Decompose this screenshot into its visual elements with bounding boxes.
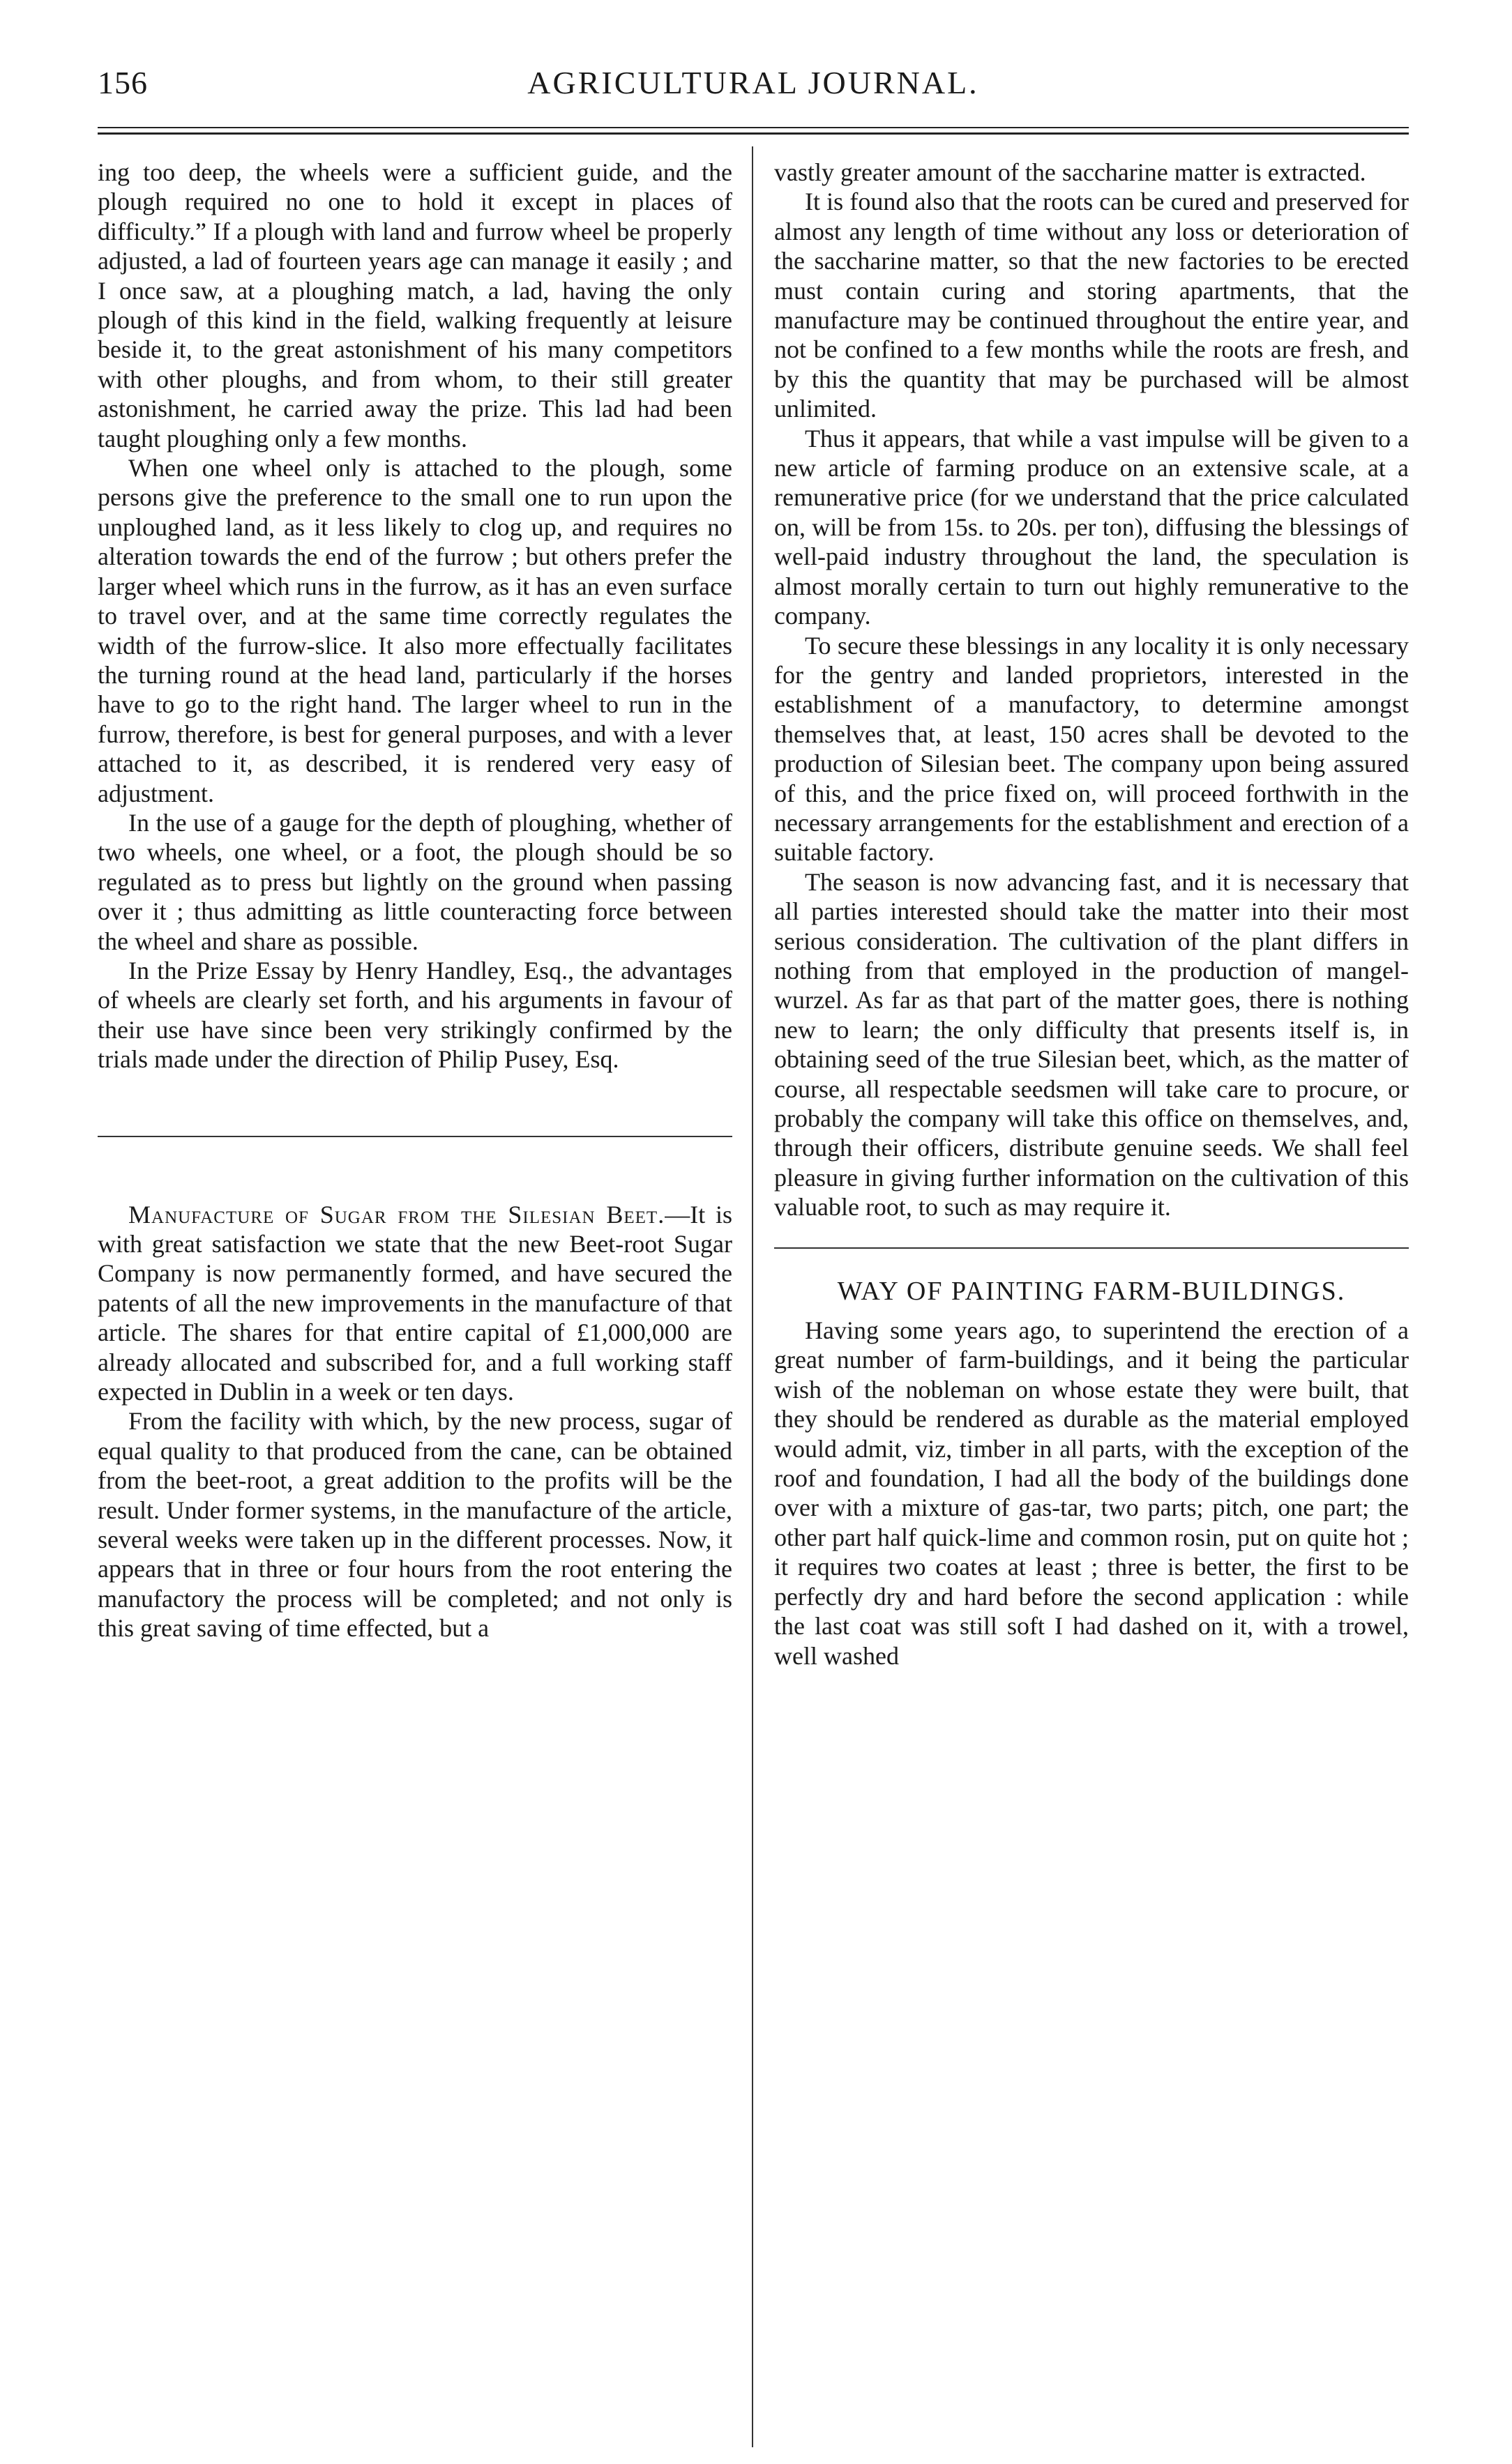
paragraph-sugar-intro	[98, 1200, 732, 1407]
left-column	[98, 158, 732, 1643]
paragraph-secure-blessings: To secure these blessings in any locality it is only necessary for the gentry and landed proprietors, interested in the establishment of a manufactory, to determine amongst themselves that, at least, 150 acres shall be devoted to the production of Silesian beet. The company upon being assured of this, and the price fixed on, will proceed forthwith in the necessary arrangements for the establishment and erection of a suitable factory.	[774, 631, 1409, 867]
paragraph-one-wheel: When one wheel only is attached to the plough, some persons give the preference to the small one to run upon the unploughed land, as it less likely to clog up, and requires no alteration towards the end of the furrow ; but others prefer the larger wheel which runs in the furrow, as it has an even surface to travel over, and at the same time correctly regulates the width of the furrow-slice. It also more effectually facilitates the turning round at the head land, particularly if the horses have to go to the right hand. The larger wheel to run in the furrow, therefore, is best for general purposes, and with a lever attached to it, as described, it is rendered very easy of adjustment.	[98, 454, 732, 807]
paragraph-ploughing-continued: ing too deep, the wheels were a sufficient guide, and the plough required no one to hold it except in places of difficulty.” If a plough with land and furrow wheel be properly adjusted, a lad of fourteen years age can manage it easily ; and I once saw, at a ploughing match, a lad, having the only plough of this kind in the field, walking frequently at leisure beside it, to the great astonishment of his many competitors with other ploughs, and from whom, to their still greater astonishment, he carried away the prize. This lad had been taught ploughing only a few months.	[98, 158, 732, 453]
journal-title: AGRICULTURAL JOURNAL.	[527, 65, 979, 100]
section-divider-right	[774, 1247, 1409, 1249]
paragraph-season: The season is now advancing fast, and it is necessary that all parties interested should take the matter into their most serious consideration. The cultivation of the plant differs in nothing from that employed in the production of mangel-wurzel. As far as that part of the matter goes, there is nothing new to learn; the only difficulty that presents itself is, in obtaining seed of the true Silesian beet, which, as the matter of course, all respectable seedsmen will take care to procure, or probably the company will take this office on themselves, and, through their officers, distribute genuine seeds. We shall feel pleasure in giving further information on the cultivation of this valuable root, to such as may require it.	[774, 867, 1409, 1222]
header-rule	[98, 127, 1409, 135]
page-number: 156	[98, 65, 148, 100]
paragraph-gauge: In the use of a gauge for the depth of ploughing, whether of two wheels, one wheel, or a foot, the plough should be so regulated as to press but lightly on the ground when passing over it ; thus admitting as little counteracting force between the wheel and share as possible.	[98, 808, 732, 955]
paragraph-painting: Having some years ago, to superintend the erection of a great number of farm-buildings, and it being the particular wish of the nobleman on whose estate they were built, that they should be rendered as durable as the material employed would admit, viz, timber in all parts, with the exception of the roof and foundation, I had all the body of the buildings done over with a mixture of gas-tar, two parts; pitch, one part; the other part half quick-lime and common rosin, put on quite hot ; it requires two coates at least ; three is better, the first to be perfectly dry and hard before the second application : while the last coat was still soft I had dashed on it, with a trowel, well washed	[774, 1316, 1409, 1670]
paragraph-prize-essay: In the Prize Essay by Henry Handley, Esq., the advantages of wheels are clearly set forth, and his arguments in favour of their use have since been very strikingly confirmed by the trials made under the direction of Philip Pusey, Esq.	[98, 956, 732, 1074]
painting-section-heading: WAY OF PAINTING FARM-BUILDINGS.	[837, 1276, 1346, 1306]
page-header	[98, 64, 1409, 120]
paragraph-new-process: From the facility with which, by the new process, sugar of equal quality to that produced from the cane, can be obtained from the beet-root, a great addition to the profits will be the result. Under former systems, in the manufacture of the article, several weeks were taken up in the different processes. Now, it appears that in three or four hours from the root entering the manufactory the process will be completed; and not only is this great saving of time effected, but a	[98, 1407, 732, 1643]
paragraph-saccharine-continued: vastly greater amount of the saccharine matter is extracted.	[774, 158, 1366, 186]
paragraph-vast-impulse: Thus it appears, that while a vast impulse will be given to a new article of farming produce on an extensive scale, at a remunerative price (for we understand that the price calculated on, will be from 15s. to 20s. per ton), diffusing the blessings of well-paid industry throughout the land, the speculation is almost morally certain to turn out highly remunerative to the company.	[774, 424, 1409, 630]
sugar-section-heading: Manufacture of Sugar from the Silesian Beet.	[128, 1200, 665, 1229]
sugar-intro-text: —It is with great satisfaction we state that the new Beet-root Sugar Company is now permanently formed, and have secured the patents of all the new improvements in the manufacture of that article. The shares for that entire capital of £1,000,000 are already allocated and subscribed for, and a full working staff expected in Dublin in a week or ten days.	[98, 1200, 732, 1406]
right-column	[774, 158, 1409, 1671]
paragraph-roots-cured: It is found also that the roots can be cured and preserved for almost any length of time without any loss or deterioration of the saccharine matter, so that the new factories to be erected must contain curing and storing apartments, that the manufacture may be continued throughout the entire year, and not be confined to a few months while the roots are fresh, and by this the quantity that may be purchased will be almost unlimited.	[774, 188, 1409, 423]
column-divider	[752, 146, 753, 2447]
section-divider	[98, 1136, 732, 1137]
